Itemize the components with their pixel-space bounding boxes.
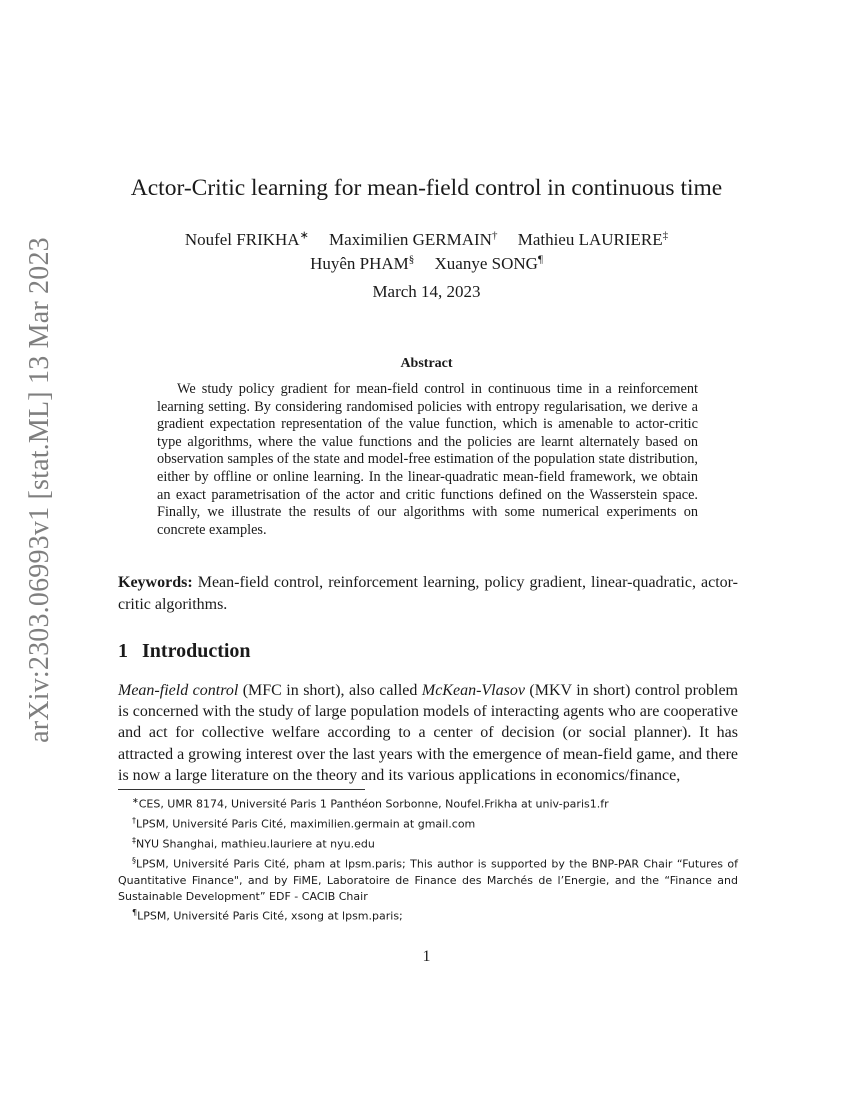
footnote: ‡NYU Shanghai, mathieu.lauriere at nyu.edu	[132, 835, 375, 851]
introduction-paragraph: Mean-field control (MFC in short), also called McKean-Vlasov (MKV in short) control problem is concerned with the study of large population models of interacting agents who are cooperative and act for collective welfare according to a center of decision (or social planner). It has attracted a growing interest over the last years with the emergence of mean-field game, and there is now a large literature on the theory and its various applications in economics/finance,	[118, 682, 738, 784]
term-mckean-vlasov: McKean-Vlasov	[421, 682, 525, 699]
keywords-label: Keywords:	[118, 574, 193, 591]
author-footnote-mark[interactable]: ∗	[299, 229, 309, 241]
author-line-2	[100, 250, 753, 275]
footnote-mark: ‡	[132, 835, 136, 845]
author: Mathieu LAURIERE‡	[517, 229, 669, 249]
author: Noufel FRIKHA∗	[184, 229, 309, 249]
footnote-divider	[118, 789, 365, 790]
footnote-mark: §	[132, 855, 136, 865]
keywords	[118, 572, 738, 616]
arxiv-identifier-stamp	[20, 237, 60, 743]
footnote: ¶LPSM, Université Paris Cité, xsong at lpsm.paris;	[132, 908, 403, 924]
paper-title: Actor-Critic learning for mean-field control in continuous time	[130, 175, 723, 201]
author-list	[100, 225, 753, 274]
footnotes	[118, 793, 738, 925]
page-number: 1	[422, 948, 431, 965]
author-footnote-mark[interactable]: ‡	[662, 229, 669, 241]
abstract-heading: Abstract	[400, 356, 453, 371]
section-number: 1	[118, 640, 128, 662]
author-footnote-mark[interactable]: §	[408, 253, 415, 266]
footnote: †LPSM, Université Paris Cité, maximilien.germain at gmail.com	[132, 815, 476, 831]
arxiv-identifier-text: arXiv:2303.06993v1 [stat.ML] 13 Mar 2023	[24, 237, 55, 743]
abstract-body: We study policy gradient for mean-field control in continuous time in a reinforcement learning setting. By considering randomised policies with entropy regularisation, we derive a gradient expectation representation of the value function, which is amenable to actor-critic type algorithms, where the value functions and the policies are learnt alternately based on observation samples of the state and model-free estimation of the population state distribution, either by offline or online learning. In the linear-quadratic mean-field framework, we obtain an exact parametrisation of the actor and critic functions defined on the Wasserstein space. Finally, we illustrate the results of our algorithms with some numerical experiments on concrete examples.	[157, 381, 698, 538]
keywords-text: Mean-field control, reinforcement learning, policy gradient, linear-quadratic, actor-critic algorithms.	[118, 574, 738, 613]
author-footnote-mark[interactable]: †	[491, 229, 498, 241]
author-footnote-mark[interactable]: ¶	[537, 253, 543, 266]
author: Xuanye SONG¶	[434, 253, 543, 274]
footnote-mark: ∗	[132, 796, 139, 805]
author-line-1	[100, 225, 753, 250]
paper-date: March 14, 2023	[372, 282, 481, 301]
section-title: Introduction	[142, 640, 251, 662]
term-mean-field-control: Mean-field control	[118, 682, 239, 699]
section-heading	[118, 640, 251, 663]
footnote: §LPSM, Université Paris Cité, pham at lpsm.paris; This author is supported by the BNP-PAR Chair “Futures of Quantitative Finance", and by FiME, Laboratoire de Finance des Marchés de l’Energie, and the “Finance and Sustainable Development” EDF - CACIB Chair	[118, 855, 738, 904]
footnote-mark: †	[132, 815, 136, 825]
author: Maximilien GERMAIN†	[329, 229, 498, 249]
author: Huyên PHAM§	[310, 253, 415, 274]
footnote-mark: ¶	[132, 908, 138, 918]
footnote: ∗CES, UMR 8174, Université Paris 1 Panthéon Sorbonne, Noufel.Frikha at univ-paris1.fr	[132, 796, 609, 811]
